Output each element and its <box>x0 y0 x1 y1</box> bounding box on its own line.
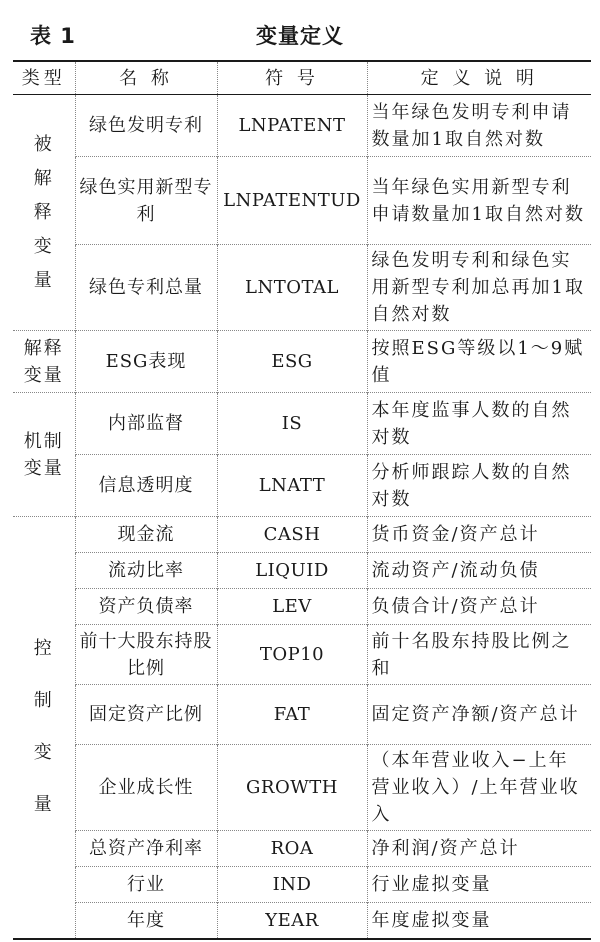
table-row <box>13 625 591 685</box>
header-definition: 定 义 说 明 <box>367 61 591 95</box>
var-name: 企业成长性 <box>75 745 217 831</box>
var-name: 总资产净利率 <box>75 831 217 867</box>
var-symbol: IND <box>217 867 367 903</box>
var-definition: 分析师跟踪人数的自然对数 <box>367 455 591 517</box>
table-row <box>13 867 591 903</box>
var-definition: 按照ESG等级以1～9赋值 <box>367 331 591 393</box>
var-definition: 固定资产净额/资产总计 <box>367 685 591 745</box>
var-symbol: GROWTH <box>217 745 367 831</box>
var-name: 年度 <box>75 903 217 939</box>
var-name: 固定资产比例 <box>75 685 217 745</box>
var-symbol: LNPATENTUD <box>217 157 367 245</box>
var-definition: 流动资产/流动负债 <box>367 553 591 589</box>
table-row <box>13 517 591 553</box>
var-definition: 当年绿色发明专利申请数量加1取自然对数 <box>367 95 591 157</box>
var-name: 前十大股东持股比例 <box>75 625 217 685</box>
var-definition: 本年度监事人数的自然对数 <box>367 393 591 455</box>
var-symbol: FAT <box>217 685 367 745</box>
var-name: 绿色专利总量 <box>75 245 217 331</box>
group-explained: 被解释变量 <box>33 133 54 291</box>
var-name: 资产负债率 <box>75 589 217 625</box>
table-row <box>13 331 591 393</box>
var-symbol: YEAR <box>217 903 367 939</box>
var-name: 信息透明度 <box>75 455 217 517</box>
group-explanatory: 解释变量 <box>13 331 75 393</box>
var-symbol: TOP10 <box>217 625 367 685</box>
var-name: ESG表现 <box>75 331 217 393</box>
var-definition: 前十名股东持股比例之和 <box>367 625 591 685</box>
table-row <box>13 455 591 517</box>
var-name: 绿色发明专利 <box>75 95 217 157</box>
table-row <box>13 553 591 589</box>
var-symbol: IS <box>217 393 367 455</box>
var-symbol: CASH <box>217 517 367 553</box>
table-caption <box>0 0 600 58</box>
var-name: 行业 <box>75 867 217 903</box>
var-symbol: LNPATENT <box>217 95 367 157</box>
header-symbol: 符 号 <box>217 61 367 95</box>
table-row <box>13 745 591 831</box>
var-name: 流动比率 <box>75 553 217 589</box>
var-definition: （本年营业收入−上年营业收入）/上年营业收入 <box>367 745 591 831</box>
var-symbol: LEV <box>217 589 367 625</box>
table-row <box>13 903 591 939</box>
var-name: 现金流 <box>75 517 217 553</box>
table-number: 表 1 <box>30 24 76 48</box>
var-name: 绿色实用新型专利 <box>75 157 217 245</box>
table-title: 变量定义 <box>256 24 344 48</box>
table-row <box>13 95 591 157</box>
var-symbol: LIQUID <box>217 553 367 589</box>
var-definition: 行业虚拟变量 <box>367 867 591 903</box>
header-row <box>13 61 591 95</box>
var-definition: 年度虚拟变量 <box>367 903 591 939</box>
var-symbol: LNATT <box>217 455 367 517</box>
table-row <box>13 393 591 455</box>
group-mechanism: 机制变量 <box>13 393 75 517</box>
var-symbol: ROA <box>217 831 367 867</box>
var-name: 内部监督 <box>75 393 217 455</box>
table-row <box>13 831 591 867</box>
table-row <box>13 685 591 745</box>
group-control: 控制变量 <box>13 517 75 939</box>
header-type: 类型 <box>13 61 75 95</box>
variable-definition-table <box>13 60 591 940</box>
var-definition: 负债合计/资产总计 <box>367 589 591 625</box>
var-definition: 净利润/资产总计 <box>367 831 591 867</box>
table-row <box>13 589 591 625</box>
var-definition: 当年绿色实用新型专利申请数量加1取自然对数 <box>367 157 591 245</box>
var-definition: 绿色发明专利和绿色实用新型专利加总再加1取自然对数 <box>367 245 591 331</box>
var-symbol: ESG <box>217 331 367 393</box>
var-definition: 货币资金/资产总计 <box>367 517 591 553</box>
table-row <box>13 245 591 331</box>
table-row <box>13 157 591 245</box>
header-name: 名 称 <box>75 61 217 95</box>
var-symbol: LNTOTAL <box>217 245 367 331</box>
